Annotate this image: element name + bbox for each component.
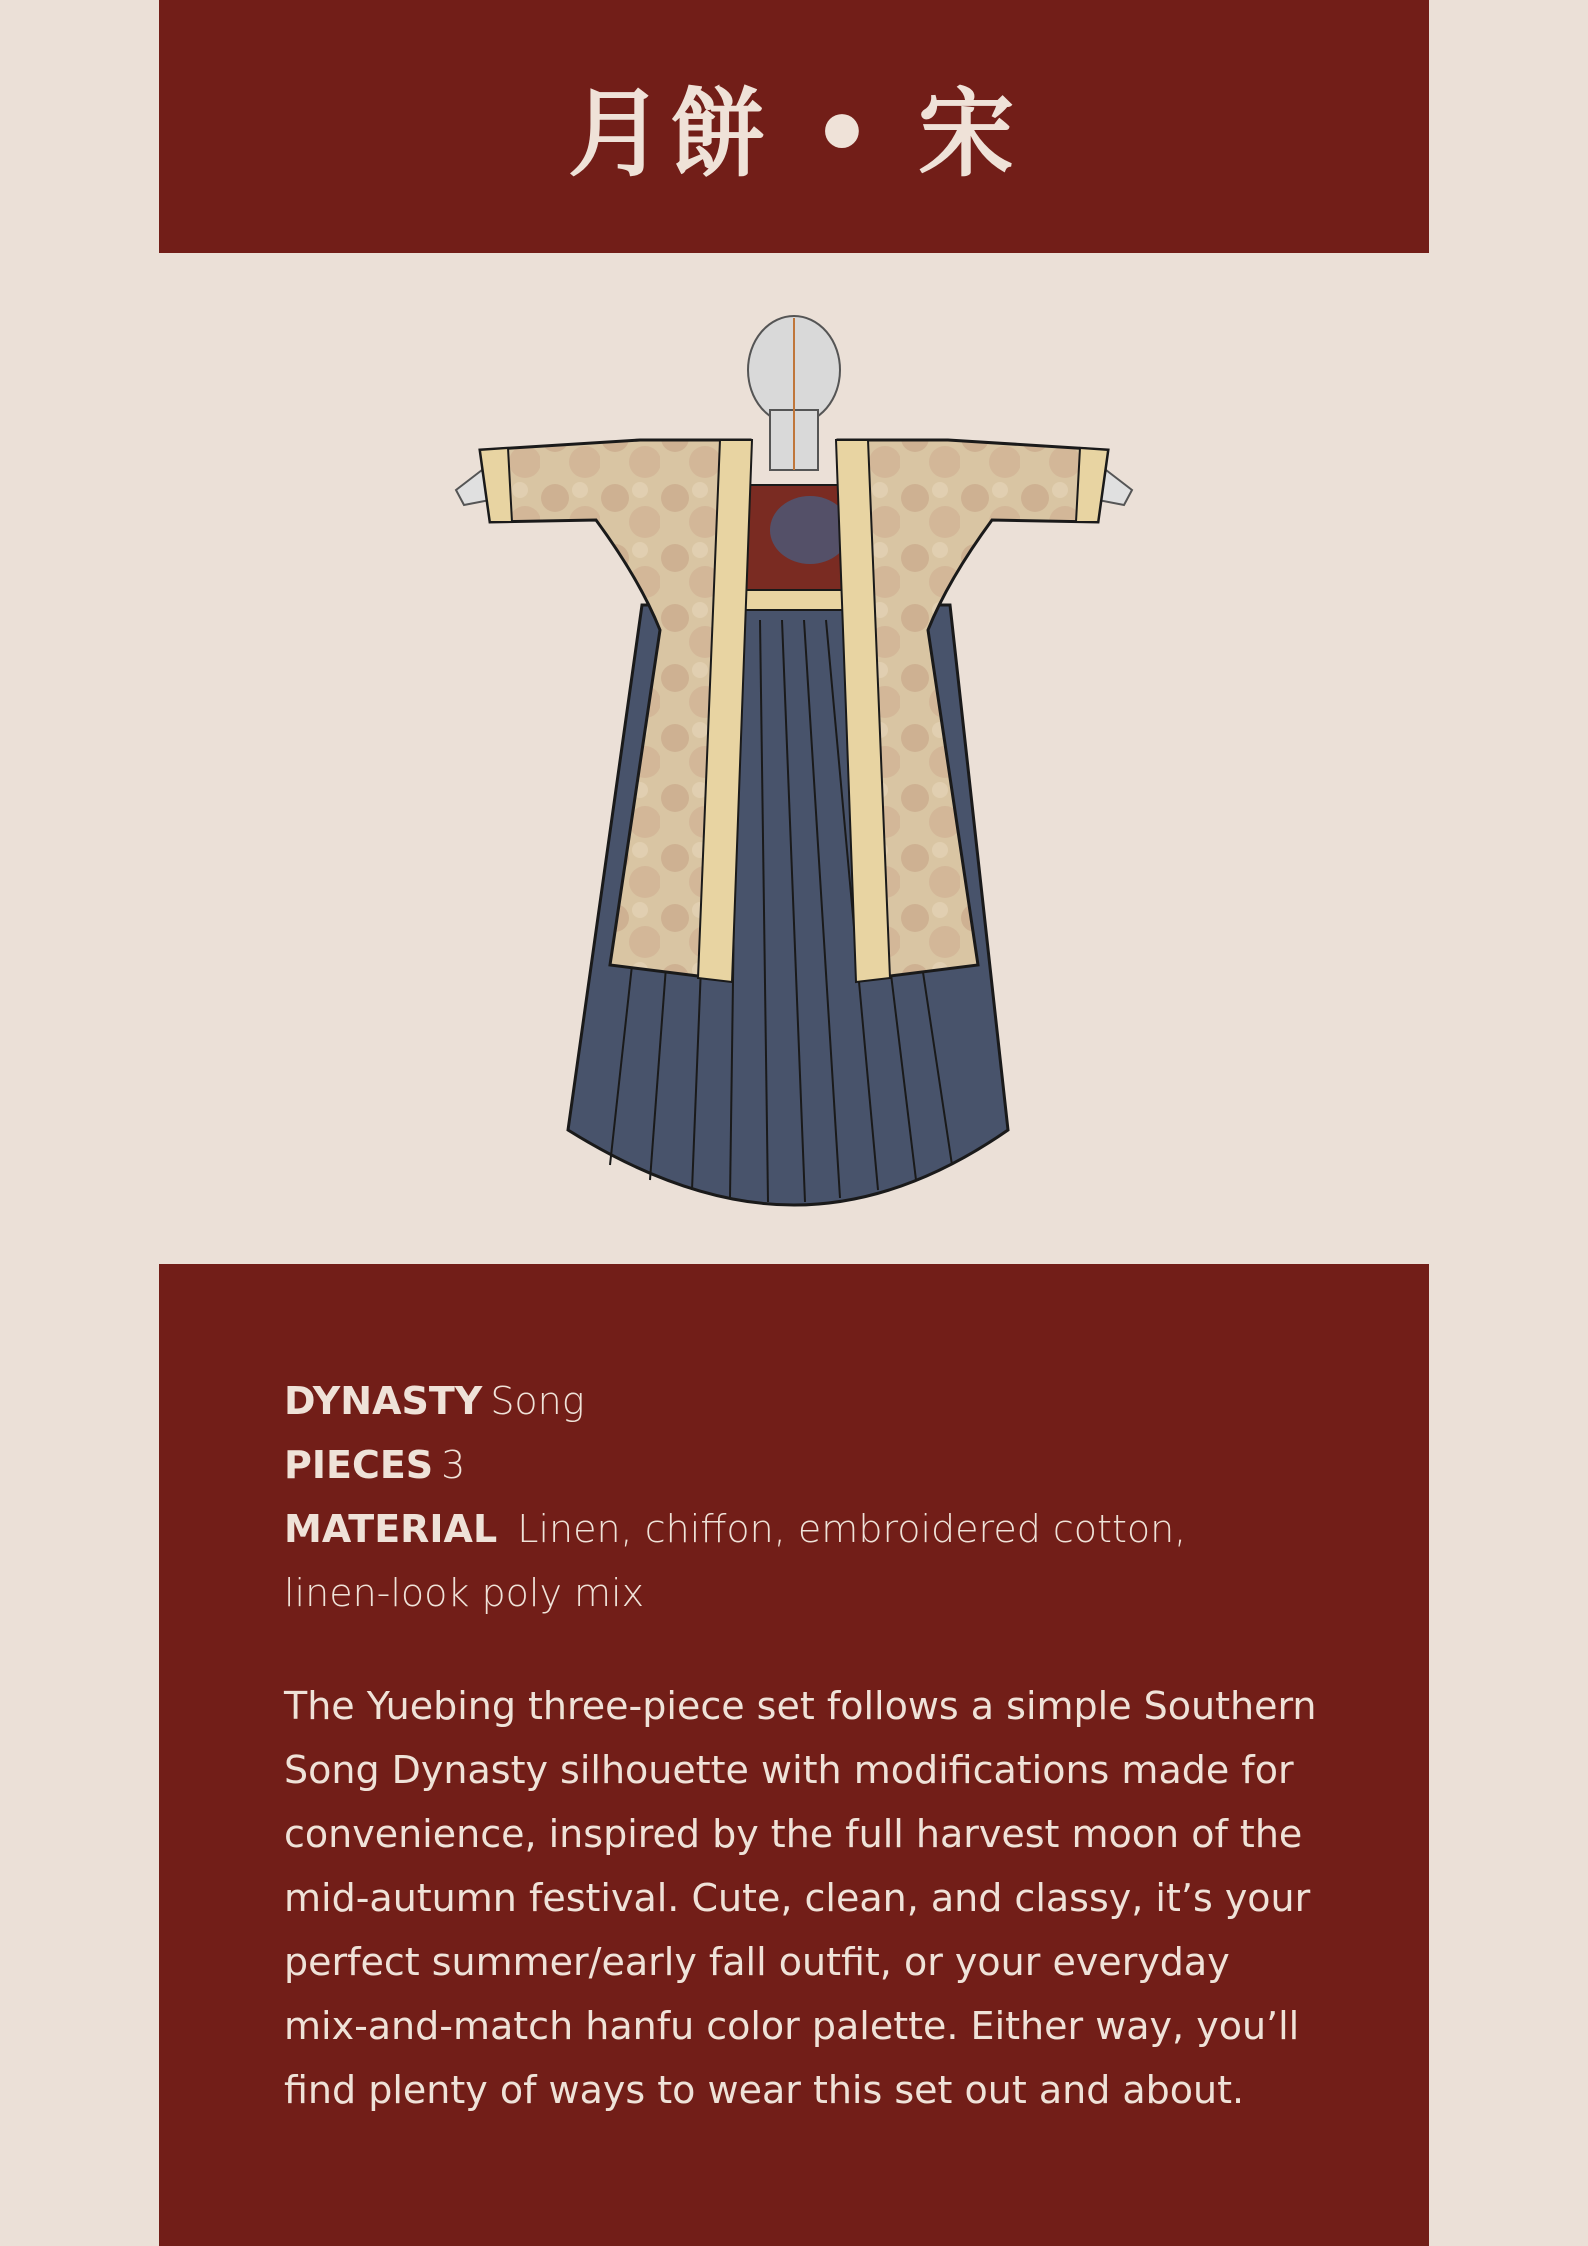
spec-dynasty xyxy=(284,1369,1304,1433)
dynasty-label: DYNASTY xyxy=(284,1379,483,1423)
details-panel xyxy=(159,1264,1429,2246)
hanfu-illustration xyxy=(420,300,1168,1220)
spec-list xyxy=(284,1369,1304,1625)
title-banner xyxy=(159,0,1429,253)
pieces-value: 3 xyxy=(441,1443,466,1487)
spec-pieces xyxy=(284,1433,1304,1497)
material-label: MATERIAL xyxy=(284,1507,498,1551)
dynasty-value: Song xyxy=(490,1379,585,1423)
spec-material xyxy=(284,1497,1304,1625)
material-value: Linen, chiffon, embroidered cotton, linen-look poly mix xyxy=(284,1507,1187,1615)
pieces-label: PIECES xyxy=(284,1443,434,1487)
description: The Yuebing three-piece set follows a simple Southern Song Dynasty silhouette with modifications made for convenience, inspired by the full harvest moon of the mid-autumn festival. Cute, clean, and classy, it’s your perfect summer/early fall outfit, or your everyday mix-and-match hanfu color palette. Either way, you’ll find plenty of ways to wear this set out and about. xyxy=(284,1684,1317,2112)
page-title: 月餅 • 宋 xyxy=(567,78,1021,190)
